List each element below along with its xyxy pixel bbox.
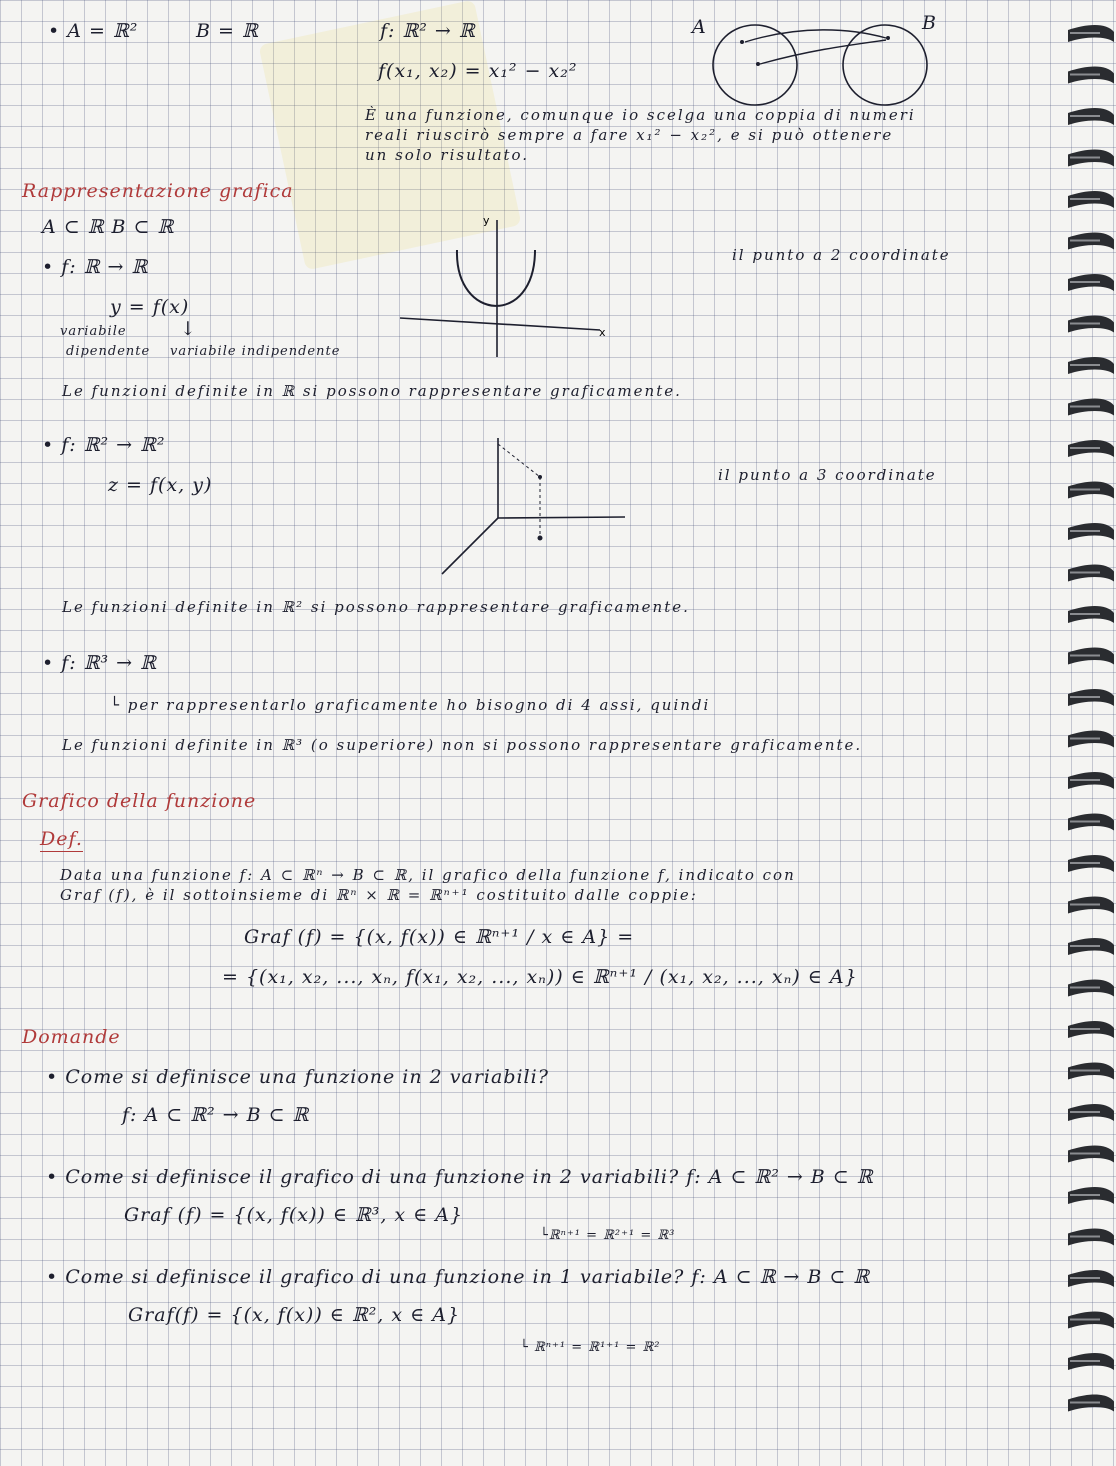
text-punto-3: il punto a 3 coordinate [718,466,937,484]
spiral-highlight [1070,1236,1100,1238]
text-f-r-r: • f: ℝ → ℝ [42,256,149,278]
spiral-highlight [1070,157,1100,159]
text-4-assi: └ per rappresentarlo graficamente ho bisogno di 4 assi, quindi [110,696,711,714]
text-def-2: Graf (f), è il sottoinsieme di ℝⁿ × ℝ = ℝⁿ⁺¹ costituito dalle coppie: [60,886,698,904]
line-a-eq-r2: • A = ℝ² [48,20,139,42]
text-dipendente: dipendente [66,344,151,359]
spiral-highlight [1070,572,1100,574]
heading-def: Def. [40,828,83,850]
question-3: • Come si definisce il grafico di una funzione in 1 variabile? f: A ⊂ ℝ → B ⊂ ℝ [46,1266,871,1288]
spiral-highlight [1070,987,1100,989]
answer-2: Graf (f) = {(x, f(x)) ∈ ℝ³, x ∈ A} [124,1204,464,1226]
heading-grafico: Grafico della funzione [22,790,257,812]
heading-domande: Domande [22,1026,121,1048]
spiral-highlight [1070,1111,1100,1113]
line-f-map: f: ℝ² → ℝ [380,20,476,42]
spiral-highlight [1070,738,1100,740]
set-a-label: A [692,16,707,38]
text-punto-2: il punto a 2 coordinate [732,246,951,264]
spiral-highlight [1070,945,1100,947]
spiral-highlight [1070,32,1100,34]
text-def-1: Data una funzione f: A ⊂ ℝⁿ → B ⊂ ℝ, il grafico della funzione f, indicato con [60,866,796,884]
answer-3: Graf(f) = {(x, f(x)) ∈ ℝ², x ∈ A} [128,1304,461,1326]
spiral-highlight [1070,655,1100,657]
line-f-def: f(x₁, x₂) = x₁² − x₂² [378,60,578,82]
question-2: • Come si definisce il grafico di una funzione in 2 variabili? f: A ⊂ ℝ² → B ⊂ ℝ [46,1166,874,1188]
spiral-highlight [1070,115,1100,117]
text-z-fxy: z = f(x, y) [108,474,213,496]
spiral-highlight [1070,904,1100,906]
answer-1: f: A ⊂ ℝ² → B ⊂ ℝ [122,1104,310,1126]
answer-2-note: └ℝⁿ⁺¹ = ℝ²⁺¹ = ℝ³ [540,1228,676,1243]
spiral-highlight [1070,613,1100,615]
text-funzioni-r: Le funzioni definite in ℝ si possono rappresentare graficamente. [62,382,682,400]
text-funzioni-r3: Le funzioni definite in ℝ³ (o superiore) non si possono rappresentare graficamente. [62,736,863,754]
spiral-highlight [1070,281,1100,283]
text-graf-expanded: = {(x₁, x₂, ..., xₙ, f(x₁, x₂, ..., xₙ)) ∈ ℝⁿ⁺¹ / (x₁, x₂, ..., xₙ) ∈ A} [222,966,858,988]
spiral-highlight [1070,696,1100,698]
spiral-highlight [1070,821,1100,823]
spiral-highlight [1070,489,1100,491]
text-variabile: variabile [60,324,127,339]
spiral-highlight [1070,323,1100,325]
text-y-fx: y = f(x) [110,296,190,318]
text-risultato: un solo risultato. [365,146,530,164]
spiral-highlight [1070,1402,1100,1404]
spiral-highlight [1070,779,1100,781]
spiral-highlight [1070,1360,1100,1362]
spiral-highlight [1070,447,1100,449]
spiral-highlight [1070,862,1100,864]
mapping-diagram [700,20,940,110]
spiral-highlight [1070,1194,1100,1196]
parabola-graph [395,212,615,362]
text-var-indip: variabile indipendente [170,344,341,359]
text-graf-formula: Graf (f) = {(x, f(x)) ∈ ℝⁿ⁺¹ / x ∈ A} = [244,926,635,948]
spiral-highlight [1070,364,1100,366]
spiral-highlight [1070,406,1100,408]
line-b-eq-r: B = ℝ [196,20,259,42]
text-f-r2-r2: • f: ℝ² → ℝ² [42,434,166,456]
text-f-r3-r: • f: ℝ³ → ℝ [42,652,157,674]
arrow-down: ↓ [180,318,197,340]
text-funzioni-r2: Le funzioni definite in ℝ² si possono rappresentare graficamente. [62,598,690,616]
axis-y-label: y [483,214,490,227]
set-b-label: B [922,12,937,34]
axis-x-label: x [599,326,606,339]
spiral-highlight [1070,530,1100,532]
spiral-highlight [1070,240,1100,242]
spiral-highlight [1070,1153,1100,1155]
text-e-funzione: È una funzione, comunque io scelga una coppia di numeri [365,106,916,124]
answer-3-note: └ ℝⁿ⁺¹ = ℝ¹⁺¹ = ℝ² [520,1340,661,1355]
spiral-highlight [1070,1277,1100,1279]
spiral-highlight [1070,1319,1100,1321]
spiral-highlight [1070,1070,1100,1072]
spiral-binding [1066,0,1116,1466]
3d-axes-graph [430,432,650,582]
heading-rappresentazione: Rappresentazione grafica [22,180,294,202]
spiral-highlight [1070,1028,1100,1030]
text-subsets: A ⊂ ℝ B ⊂ ℝ [42,216,175,238]
text-reali: reali riuscirò sempre a fare x₁² − x₂², e si può ottenere [365,126,894,144]
spiral-highlight [1070,74,1100,76]
spiral-highlight [1070,198,1100,200]
question-1: • Come si definisce una funzione in 2 variabili? [46,1066,549,1088]
